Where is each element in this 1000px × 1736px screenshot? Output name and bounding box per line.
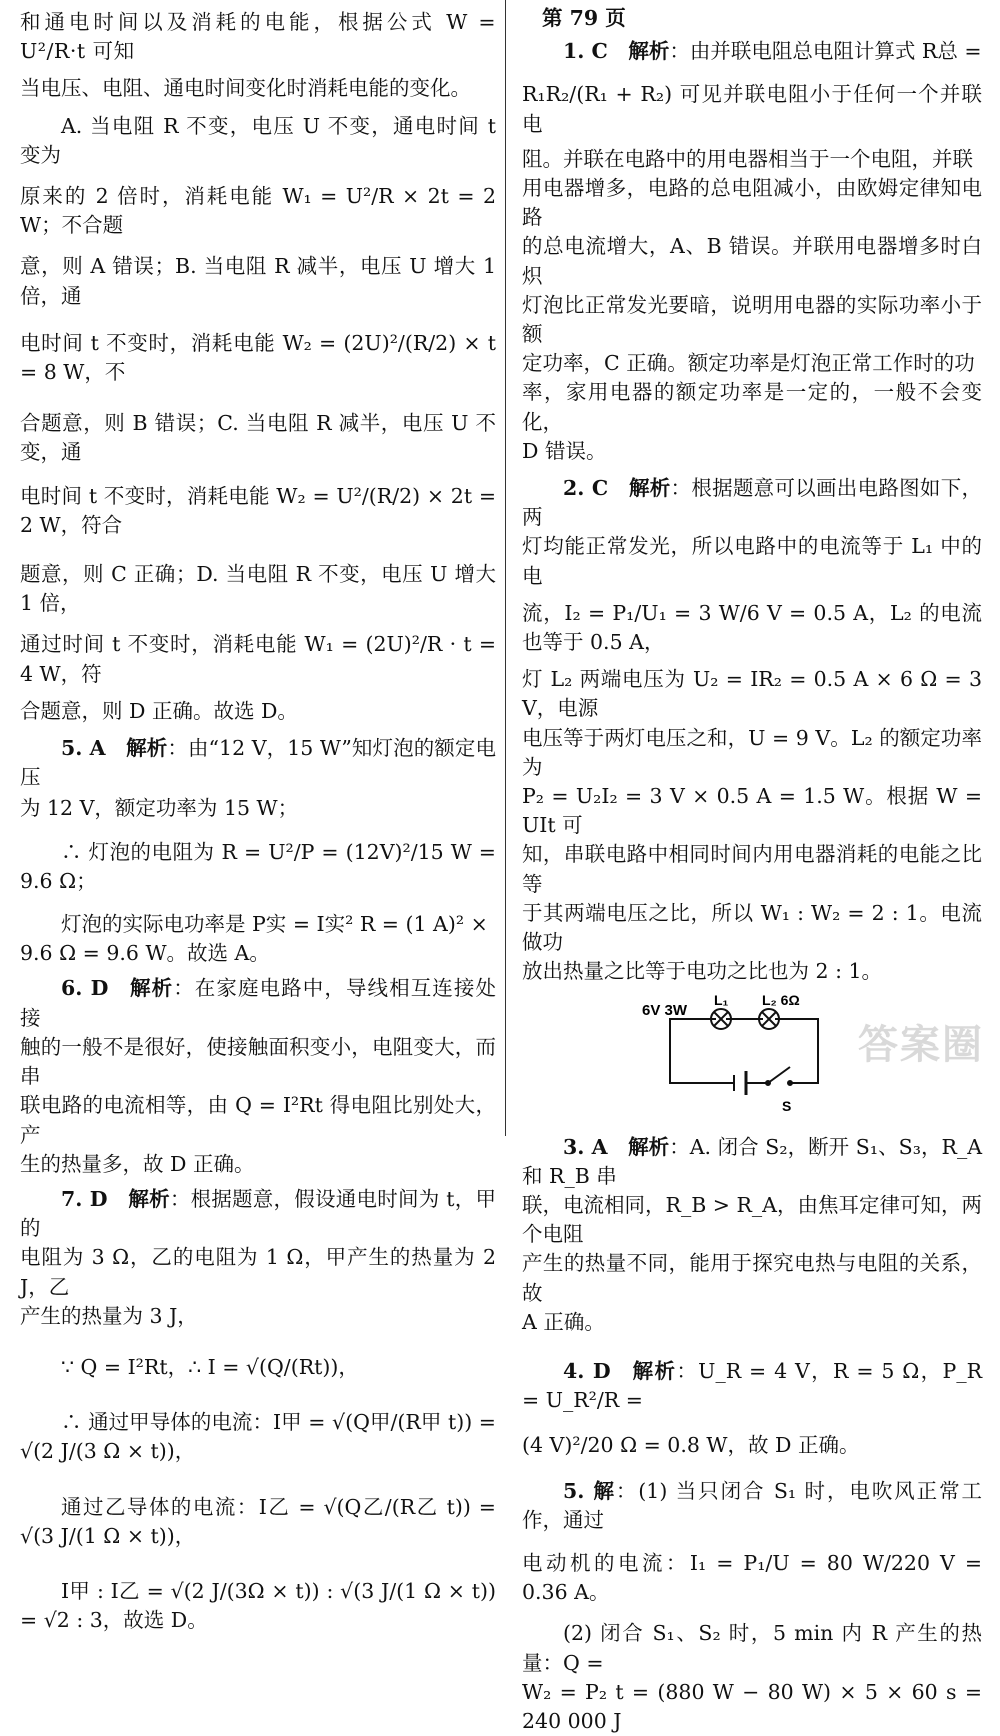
text-line: 的总电流增大，A、B 错误。并联用电器增多时白炽 bbox=[522, 234, 982, 288]
text-line: R₁R₂/(R₁ + R₂) 可见并联电阻小于任何一个并联电 bbox=[522, 82, 982, 136]
text-line: 灯泡的实际电功率是 P实 = I实² R = (1 A)² × bbox=[61, 912, 488, 937]
text-line: (4 V)²/20 Ω = 0.8 W，故 D 正确。 bbox=[522, 1433, 860, 1458]
analysis-label: 解析 bbox=[126, 736, 168, 761]
text-line: W₂ = P₂ t = (880 W − 80 W) × 5 × 60 s = 240 000 J bbox=[522, 1679, 982, 1733]
text-line: P₂ = U₂I₂ = 3 V × 0.5 A = 1.5 W。根据 W = UIt 可 bbox=[522, 784, 982, 838]
text-line: 电时间 t 不变时，消耗电能 W₂ = (2U)²/(R/2) × t = 8 W，不 bbox=[20, 330, 496, 385]
answer-number: 1. C bbox=[563, 39, 608, 64]
formula-line: 通过乙导体的电流：I乙 = √(Q乙/(R乙 t)) = √(3 J/(1 Ω × t))， bbox=[20, 1494, 496, 1548]
text-line: 意，则 A 错误；B. 当电阻 R 减半，电压 U 增大 1 倍，通 bbox=[20, 254, 496, 308]
answer-5-solution bbox=[522, 1477, 982, 1535]
answer-number: 2. C bbox=[563, 476, 609, 501]
answer-number: 5. 解 bbox=[563, 1478, 616, 1503]
text-line: ：由“12 V，15 W”知灯泡的额定电压 bbox=[20, 736, 496, 790]
analysis-label: 解析 bbox=[628, 39, 670, 64]
answer-7 bbox=[20, 1185, 496, 1243]
switch-label: S bbox=[782, 1097, 792, 1114]
answer-6 bbox=[20, 974, 496, 1032]
text-line: 产生的热量为 3 J， bbox=[20, 1303, 198, 1328]
lamp1-label: L₁ bbox=[714, 994, 729, 1008]
text-line: 放出热量之比等于电功之比也为 2 : 1。 bbox=[522, 959, 883, 984]
text-line: ：根据题意，假设通电时间为 t，甲的 bbox=[20, 1186, 496, 1241]
text-line: ：在家庭电路中，导线相互连接处接 bbox=[20, 976, 496, 1030]
analysis-label: 解析 bbox=[628, 476, 671, 501]
answer-4 bbox=[522, 1357, 982, 1415]
left-column bbox=[20, 0, 496, 1633]
formula-line: ∴ 灯泡的电阻为 R = U²/P = (12V)²/15 W = 9.6 Ω； bbox=[20, 839, 496, 893]
answer-5 bbox=[20, 734, 496, 792]
right-column bbox=[522, 0, 983, 1733]
text-line: 为 12 V，额定功率为 15 W； bbox=[20, 796, 299, 821]
text-line: (2) 闭合 S₁、S₂ 时，5 min 内 R 产生的热量：Q = bbox=[522, 1621, 982, 1675]
formula-line: ∴ 通过甲导体的电流：I甲 = √(Q甲/(R甲 t)) = √(2 J/(3 Ω × t))， bbox=[20, 1410, 496, 1464]
text-line: 电动机的电流：I₁ = P₁/U = 80 W/220 V = 0.36 A。 bbox=[522, 1550, 982, 1605]
circuit-wires bbox=[670, 1019, 818, 1083]
text-line: A. 当电阻 R 不变，电压 U 不变，通电时间 t 变为 bbox=[20, 113, 496, 167]
text-line: A 正确。 bbox=[522, 1309, 605, 1334]
lamp2-label: L₂ 6Ω bbox=[762, 994, 800, 1008]
text-line: 题意，则 C 正确；D. 当电阻 R 不变，电压 U 增大 1 倍， bbox=[20, 562, 496, 616]
answer-number: 6. D bbox=[61, 976, 109, 1001]
answer-1 bbox=[522, 37, 982, 66]
answer-2 bbox=[522, 474, 982, 532]
text-line: ：由并联电阻总电阻计算式 R总 = bbox=[669, 39, 982, 64]
analysis-label: 解析 bbox=[128, 1186, 170, 1211]
text-line: 灯均能正常发光，所以电路中的电流等于 L₁ 中的电 bbox=[522, 534, 982, 588]
text-line: 通过时间 t 不变时，消耗电能 W₁ = (2U)²/R · t = 4 W，符 bbox=[20, 632, 496, 686]
formula-line: I甲 : I乙 = √(2 J/(3Ω × t)) : √(3 J/(1 Ω × t)) = √2 : 3，故选 D。 bbox=[20, 1578, 496, 1633]
text-line: 电阻为 3 Ω，乙的电阻为 1 Ω，甲产生的热量为 2 J，乙 bbox=[20, 1245, 496, 1299]
page-title: 第 79 页 bbox=[542, 6, 626, 30]
text-line: 联电路的电流相等，由 Q = I²Rt 得电阻比别处大，产 bbox=[20, 1093, 496, 1147]
text-line: 原来的 2 倍时，消耗电能 W₁ = U²/R × 2t = 2 W；不合题 bbox=[20, 184, 496, 238]
text-line: 率，家用电器的额定功率是一定的，一般不会变化， bbox=[522, 380, 982, 434]
text-line: 产生的热量不同，能用于探究电热与电阻的关系，故 bbox=[522, 1251, 982, 1305]
battery bbox=[734, 1071, 746, 1095]
text-line: 触的一般不是很好，使接触面积变小，电阻变大，而串 bbox=[20, 1034, 496, 1089]
text-line: ：(1) 当只闭合 S₁ 时，电吹风正常工作，通过 bbox=[522, 1478, 982, 1532]
circuit-diagram bbox=[642, 995, 872, 1123]
answer-number: 5. A bbox=[61, 736, 106, 761]
text-line: 联，电流相同，R_B > R_A，由焦耳定律可知，两个电阻 bbox=[522, 1192, 982, 1247]
text-line: 9.6 Ω = 9.6 W。故选 A。 bbox=[20, 941, 270, 966]
answer-3 bbox=[522, 1133, 982, 1191]
text-line: ：A. 闭合 S₂，断开 S₁、S₃，R_A 和 R_B 串 bbox=[522, 1134, 982, 1188]
text-line: 于其两端电压之比，所以 W₁ : W₂ = 2 : 1。电流做功 bbox=[522, 900, 982, 955]
switch bbox=[766, 1067, 792, 1085]
column-divider bbox=[505, 0, 506, 1136]
text-line: 流，I₂ = P₁/U₁ = 3 W/6 V = 0.5 A，L₂ 的电流也等于 0.5 A， bbox=[522, 600, 982, 655]
text-line: D 错误。 bbox=[522, 438, 607, 463]
analysis-label: 解析 bbox=[632, 1358, 677, 1383]
text-line: 灯 L₂ 两端电压为 U₂ = IR₂ = 0.5 A × 6 Ω = 3 V，电源 bbox=[522, 667, 982, 721]
text-line: 电压等于两灯电压之和，U = 9 V。L₂ 的额定功率为 bbox=[522, 725, 982, 779]
text-line: 阻。并联在电路中的用电器相当于一个电阻，并联 bbox=[522, 146, 973, 171]
answer-number: 3. A bbox=[563, 1134, 608, 1159]
text-line: ：U_R = 4 V，R = 5 Ω，P_R = U_R²/R = bbox=[522, 1358, 983, 1413]
text-line: 知，串联电路中相同时间内用电器消耗的电能之比等 bbox=[522, 842, 982, 896]
formula-line: ∵ Q = I²Rt，∴ I = √(Q/(Rt))， bbox=[61, 1354, 359, 1379]
text-line: 当电压、电阻、通电时间变化时消耗电能的变化。 bbox=[20, 76, 471, 101]
text-line: 灯泡比正常发光要暗，说明用电器的实际功率小于额 bbox=[522, 292, 982, 347]
lamp1-rating-label: 6V 3W bbox=[642, 1001, 688, 1019]
answer-number: 4. D bbox=[563, 1358, 611, 1383]
text-line: 合题意，则 B 错误；C. 当电阻 R 减半，电压 U 不变，通 bbox=[20, 411, 496, 465]
text-line: 电时间 t 不变时，消耗电能 W₂ = U²/(R/2) × 2t = 2 W，符合 bbox=[20, 483, 496, 537]
analysis-label: 解析 bbox=[628, 1134, 670, 1159]
analysis-label: 解析 bbox=[130, 976, 174, 1001]
text-line: 合题意，则 D 正确。故选 D。 bbox=[20, 698, 298, 723]
text-line: ：根据题意可以画出电路图如下，两 bbox=[522, 476, 983, 530]
answer-number: 7. D bbox=[61, 1186, 108, 1211]
text-line: 生的热量多，故 D 正确。 bbox=[20, 1151, 255, 1176]
text-line: 定功率，C 正确。额定功率是灯泡正常工作时的功 bbox=[522, 351, 975, 376]
text-line: 和通电时间以及消耗的电能，根据公式 W = U²/R·t 可知 bbox=[20, 10, 496, 64]
watermark-logo: 答案圈 bbox=[858, 1022, 984, 1068]
text-line: 用电器增多，电路的总电阻减小，由欧姆定律知电路 bbox=[522, 176, 982, 230]
